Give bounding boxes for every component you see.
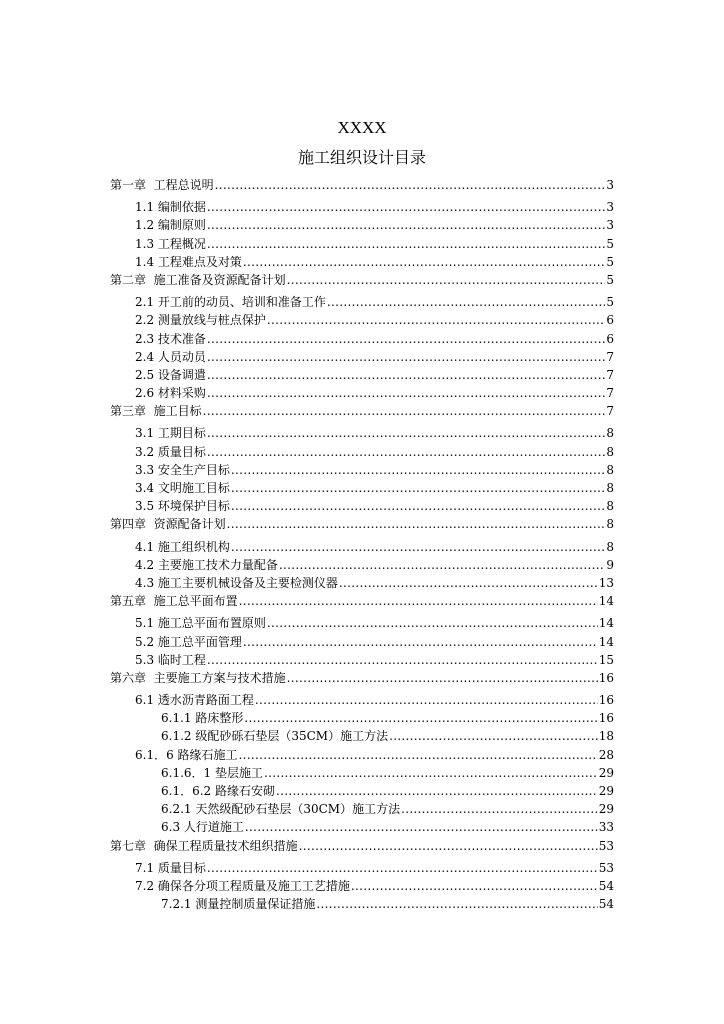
toc-section-entry[interactable] [0,574,614,592]
toc-section-entry[interactable] [0,384,614,402]
toc-chapter-entry[interactable] [0,271,614,289]
toc-section-entry[interactable] [0,727,614,745]
toc-page-number: 5 [606,272,614,287]
toc-entry-title: 第一章 工程总说明 [110,178,214,192]
toc-section-entry[interactable] [0,818,614,836]
toc-page-number: 9 [606,557,614,572]
toc-dot-leader [207,424,605,442]
toc-entry-title: 1.4 工程难点及对策 [135,254,242,269]
toc-section-entry[interactable] [0,556,614,574]
toc-section-entry[interactable] [0,691,614,709]
toc-dot-leader [239,592,598,610]
toc-dot-leader [351,877,598,895]
toc-page-number: 6 [606,331,614,346]
toc-chapter-entry[interactable] [0,515,614,533]
toc-page-number: 7 [606,386,614,401]
toc-section-entry[interactable] [0,198,614,216]
toc-entry-title: 3.1 工期目标 [135,426,206,441]
toc-page-number: 53 [598,860,614,875]
toc-entry-title: 2.5 设备调遣 [135,367,206,382]
toc-page-number: 5 [606,295,614,310]
toc-entry-title: 第二章 施工准备及资源配备计划 [110,272,286,287]
toc-page-number: 7 [606,349,614,364]
toc-section-entry[interactable] [0,235,614,253]
toc-dot-leader [203,402,606,420]
toc-page-number: 29 [598,784,614,798]
toc-entry-title: 6.1.6．1 垫层施工 [161,765,263,780]
toc-section-entry[interactable] [0,293,614,311]
toc-page-number: 28 [598,747,614,762]
toc-dot-leader [264,764,598,782]
toc-entry-title: 6.1 透水沥青路面工程 [135,693,254,708]
toc-dot-leader [207,651,598,669]
toc-dot-leader [267,311,605,329]
toc-section-entry[interactable] [0,633,614,651]
toc-entry-title: 7.2.1 测量控制质量保证措施 [161,897,316,912]
toc-section-entry[interactable] [0,746,614,764]
toc-entry-title: 6.1．6 路缘石施工 [135,747,238,762]
toc-section-entry[interactable] [0,479,614,497]
toc-page-number: 29 [598,765,614,780]
toc-page-number: 5 [606,236,614,251]
toc-heading: 施工组织设计目录 [297,148,426,167]
toc-entry-title: 3.3 安全生产目标 [135,462,230,477]
toc-section-entry[interactable] [0,424,614,442]
toc-page-number: 8 [606,517,614,532]
toc-page-number: 5 [606,254,614,269]
toc-dot-leader [244,709,597,727]
toc-entry-title: 7.1 质量目标 [135,860,206,875]
toc-page-number: 3 [606,200,614,215]
toc-dot-leader [231,538,605,556]
toc-entry-title: 4.2 主要施工技术力量配备 [135,557,278,572]
toc-dot-leader [207,330,605,348]
toc-page-number: 15 [598,652,614,667]
toc-page-number: 7 [606,404,614,419]
toc-section-entry[interactable] [0,216,614,234]
toc-page-number: 33 [598,820,614,835]
toc-page-number: 53 [598,838,614,853]
toc-section-entry[interactable] [0,895,614,913]
toc-entry-title: 5.1 施工总平面布置原则 [135,616,266,631]
toc-page-number: 16 [598,711,614,726]
toc-dot-leader [339,574,598,592]
toc-dot-leader [243,633,598,651]
toc-page-number: 6 [606,313,614,328]
toc-dot-leader [207,443,605,461]
toc-dot-leader [231,497,605,515]
toc-entry-title: 1.2 编制原则 [135,218,206,233]
toc-dot-leader [327,293,605,311]
toc-section-entry[interactable] [0,709,614,727]
toc-entry-title: 6.3 人行道施工 [161,820,244,835]
toc-dot-leader [287,669,598,687]
toc-dot-leader [276,782,598,800]
toc-dot-leader [231,461,605,479]
toc-section-entry[interactable] [0,764,614,782]
toc-entry-title: 7.2 确保各分项工程质量及施工工艺措施 [135,878,350,893]
toc-entry-title: 5.3 临时工程 [135,652,206,667]
toc-dot-leader [287,271,606,289]
toc-entry-title: 第六章 主要施工方案与技术措施 [110,670,286,685]
toc-dot-leader [207,348,605,366]
toc-page-number: 8 [606,481,614,495]
toc-page-number: 29 [598,802,614,817]
toc-entry-title: 6.1.2 级配砂砾石垫层（35CM）施工方法 [161,729,389,744]
toc-entry-title: 第三章 施工目标 [110,404,202,419]
toc-section-entry[interactable] [0,348,614,366]
toc-section-entry[interactable] [0,311,614,329]
toc-chapter-entry[interactable] [0,176,614,194]
toc-entry-title: 3.4 文明施工目标 [135,481,230,495]
toc-page-number: 8 [606,462,614,477]
toc-entry-title: 2.2 测量放线与桩点保护 [135,313,266,328]
toc-section-entry[interactable] [0,330,614,348]
toc-dot-leader [389,727,598,745]
toc-dot-leader [401,800,598,818]
toc-dot-leader [207,198,605,216]
toc-section-entry[interactable] [0,366,614,384]
toc-dot-leader [231,479,605,497]
table-of-contents [0,176,724,913]
toc-page-number: 8 [606,426,614,441]
toc-page-number: 8 [606,444,614,459]
toc-dot-leader [239,746,598,764]
toc-entry-title: 6.1．6.2 路缘石安砌 [161,784,275,798]
toc-entry-title: 2.1 开工前的动员、培训和准备工作 [135,295,326,310]
toc-entry-title: 4.1 施工组织机构 [135,539,230,554]
toc-dot-leader [316,895,597,913]
toc-dot-leader [255,691,598,709]
toc-page-number: 8 [606,499,614,514]
toc-page-number: 3 [606,178,614,192]
toc-section-entry[interactable] [0,497,614,515]
toc-section-entry[interactable] [0,859,614,877]
toc-entry-title: 6.2.1 天然级配砂石垫层（30CM）施工方法 [161,802,401,817]
toc-section-entry[interactable] [0,800,614,818]
toc-page-number: 3 [606,218,614,233]
toc-page-number: 8 [606,539,614,554]
toc-page-number: 16 [598,670,614,685]
toc-page-number: 16 [598,693,614,708]
toc-entry-title: 第五章 施工总平面布置 [110,594,238,609]
toc-section-entry[interactable] [0,253,614,271]
toc-dot-leader [207,235,605,253]
document-title: XXXX [337,118,387,137]
toc-page-number: 54 [598,897,614,912]
toc-dot-leader [227,515,606,533]
toc-section-entry[interactable] [0,614,614,632]
toc-dot-leader [299,837,598,855]
toc-section-entry[interactable] [0,651,614,669]
toc-section-entry[interactable] [0,538,614,556]
toc-entry-title: 2.4 人员动员 [135,349,206,364]
toc-page-number: 14 [598,634,614,649]
toc-dot-leader [207,859,598,877]
toc-section-entry[interactable] [0,443,614,461]
toc-dot-leader [207,366,605,384]
toc-page-number: 54 [598,878,614,893]
toc-dot-leader [207,384,605,402]
toc-entry-title: 2.3 技术准备 [135,331,206,346]
toc-chapter-entry[interactable] [0,837,614,855]
toc-page-number: 7 [606,367,614,382]
toc-entry-title: 5.2 施工总平面管理 [135,634,242,649]
toc-chapter-entry[interactable] [0,669,614,687]
toc-dot-leader [207,216,605,234]
toc-section-entry[interactable] [0,877,614,895]
toc-entry-title: 1.1 编制依据 [135,200,206,215]
toc-chapter-entry[interactable] [0,402,614,420]
toc-entry-title: 第七章 确保工程质量技术组织措施 [110,838,298,853]
toc-entry-title: 第四章 资源配备计划 [110,517,226,532]
toc-entry-title: 3.2 质量目标 [135,444,206,459]
toc-dot-leader [279,556,605,574]
toc-page-number: 18 [598,729,614,744]
toc-dot-leader [245,818,598,836]
toc-dot-leader [215,176,606,194]
toc-dot-leader [267,614,598,632]
toc-section-entry[interactable] [0,782,614,800]
toc-page-number: 13 [598,575,614,590]
toc-page-number: 14 [598,616,614,631]
toc-chapter-entry[interactable] [0,592,614,610]
toc-entry-title: 1.3 工程概况 [135,236,206,251]
toc-entry-title: 3.5 环境保护目标 [135,499,230,514]
toc-entry-title: 4.3 施工主要机械设备及主要检测仪器 [135,575,338,590]
toc-page-number: 14 [598,594,614,609]
toc-dot-leader [243,253,605,271]
toc-entry-title: 2.6 材料采购 [135,386,206,401]
toc-entry-title: 6.1.1 路床整形 [161,711,244,726]
toc-section-entry[interactable] [0,461,614,479]
